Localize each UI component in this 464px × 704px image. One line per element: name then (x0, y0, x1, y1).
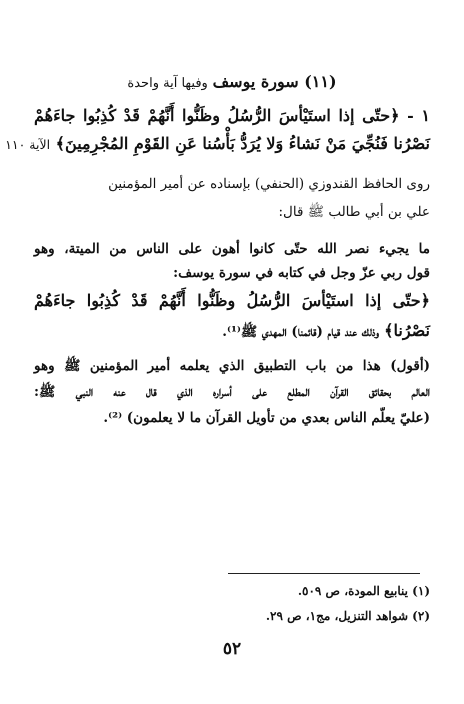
para3-line1: (أقول) هذا من باب التطبيق الذي يعلمه أمير المؤمنين ﷺ وهو (34, 358, 430, 374)
verse2-line2-verse: نَصْرُنا﴾ (384, 321, 430, 340)
para1-line1: روى الحافظ القندوزي (الحنفي) بإسناده عن أمير المؤمنين (108, 176, 430, 192)
verse2-line2 (34, 321, 430, 343)
para1-line2: علي بن أبي طالب ﷺ قال: (278, 204, 430, 220)
verse1-reference: الآية ١١٠ (5, 137, 51, 152)
verse2-line2-text: وذلك عند قيام (قائمنا) المهدي ﷺ⁽¹⁾. (222, 324, 380, 340)
surah-title: (١١) سورة يوسف (212, 72, 337, 91)
verse1-line2-text: نَصْرُنا فَنُجِّيَ مَنْ نَشاءُ وَلا يُرَدُّ بَأْسُنا عَنِ القَوْمِ المُجْرِمِينَ﴾ (55, 134, 430, 153)
para2-line2: قول ربي عزّ وجل في كتابه في سورة يوسف: (173, 265, 430, 281)
footnote-2: (٢) شواهد التنزيل، مج١، ص ٢٩. (265, 609, 430, 623)
verse1-line1: ١ - ﴿حتّى إذا استَيْأسَ الرُّسُلُ وظَنُّوا أَنَّهُمْ قَدْ كُذِبُوا جاءَهُمْ (34, 106, 430, 125)
surah-subtitle: وفيها آية واحدة (127, 76, 208, 91)
verse1-line2 (5, 134, 430, 153)
para3-line2: العالم بحقائق القرآن المطلع على أسراره الذي قال عنه النبي ﷺ: (34, 384, 430, 400)
para2-line1: ما يجيء نصر الله حتّى كانوا أهون على الناس من الميتة، وهو (34, 241, 430, 257)
para3-line3: (عليّ يعلّم الناس بعدي من تأويل القرآن ما لا يعلمون) ⁽²⁾. (103, 410, 430, 426)
surah-heading (40, 72, 424, 91)
footnote-divider (228, 573, 420, 574)
verse2-line1: ﴿حتّى إذا استَيْأسَ الرُّسُلُ وظَنُّوا أَنَّهُمْ قَدْ كُذِبُوا جاءَهُمْ (34, 291, 430, 310)
footnote-1: (١) ينابيع المودة، ص ٥٠٩. (297, 584, 430, 598)
page-number: ٥٢ (222, 639, 242, 659)
